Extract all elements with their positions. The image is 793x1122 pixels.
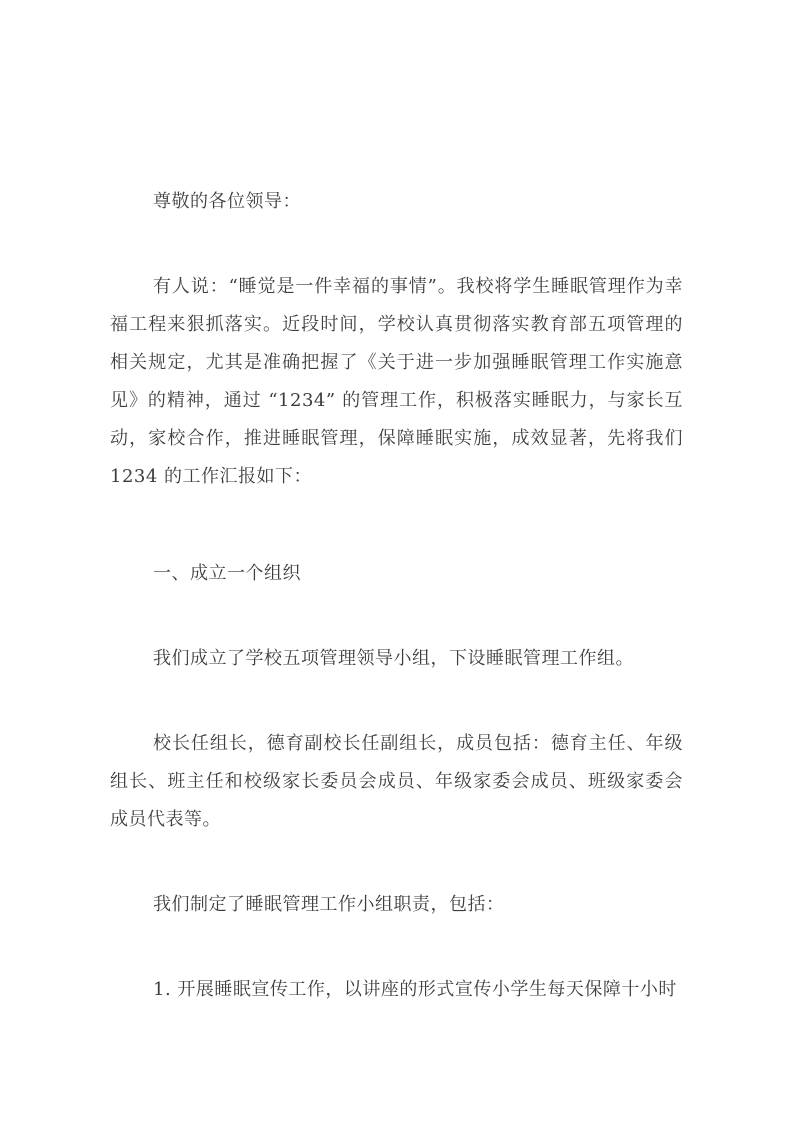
paragraph-org-members (110, 725, 683, 839)
text-line: 动，家校合作，推进睡眠管理，保障睡眠实施，成效显著，先将我们 (110, 428, 683, 449)
text-line: 尊敬的各位领导： (153, 191, 301, 212)
paragraph-salutation (110, 183, 683, 221)
paragraph-org-setup (110, 640, 683, 678)
document-body (110, 183, 683, 1009)
text-line: 1234 的工作汇报如下： (110, 466, 313, 487)
paragraph-duty-item-1 (110, 971, 683, 1009)
text-line: 见》的精神，通过 “1234” 的管理工作，积极落实睡眠力，与家长互 (110, 390, 683, 411)
text-line: 我们制定了睡眠管理工作小组职责，包括： (153, 894, 505, 915)
text-line: 校长任组长，德育副校长任副组长，成员包括：德育主任、年级 (153, 733, 683, 754)
paragraph-intro (110, 268, 683, 496)
text-line: 福工程来狠抓落实。近段时间，学校认真贯彻落实教育部五项管理的 (110, 314, 683, 335)
text-line: 一、成立一个组织 (153, 563, 301, 584)
text-line: 相关规定，尤其是准确把握了《关于进一步加强睡眠管理工作实施意 (110, 352, 683, 373)
text-line: 成员代表等。 (110, 809, 221, 830)
text-line: 有人说：“睡觉是一件幸福的事情”。我校将学生睡眠管理作为幸 (153, 276, 683, 297)
paragraph-duties-intro (110, 886, 683, 924)
text-line: 组长、班主任和校级家长委员会成员、年级家委会成员、班级家委会 (110, 771, 683, 792)
text-line: 1. 开展睡眠宣传工作，以讲座的形式宣传小学生每天保障十小时 (153, 979, 677, 1000)
paragraph-section-1-heading (110, 555, 683, 593)
text-line: 我们成立了学校五项管理领导小组，下设睡眠管理工作组。 (153, 648, 634, 669)
